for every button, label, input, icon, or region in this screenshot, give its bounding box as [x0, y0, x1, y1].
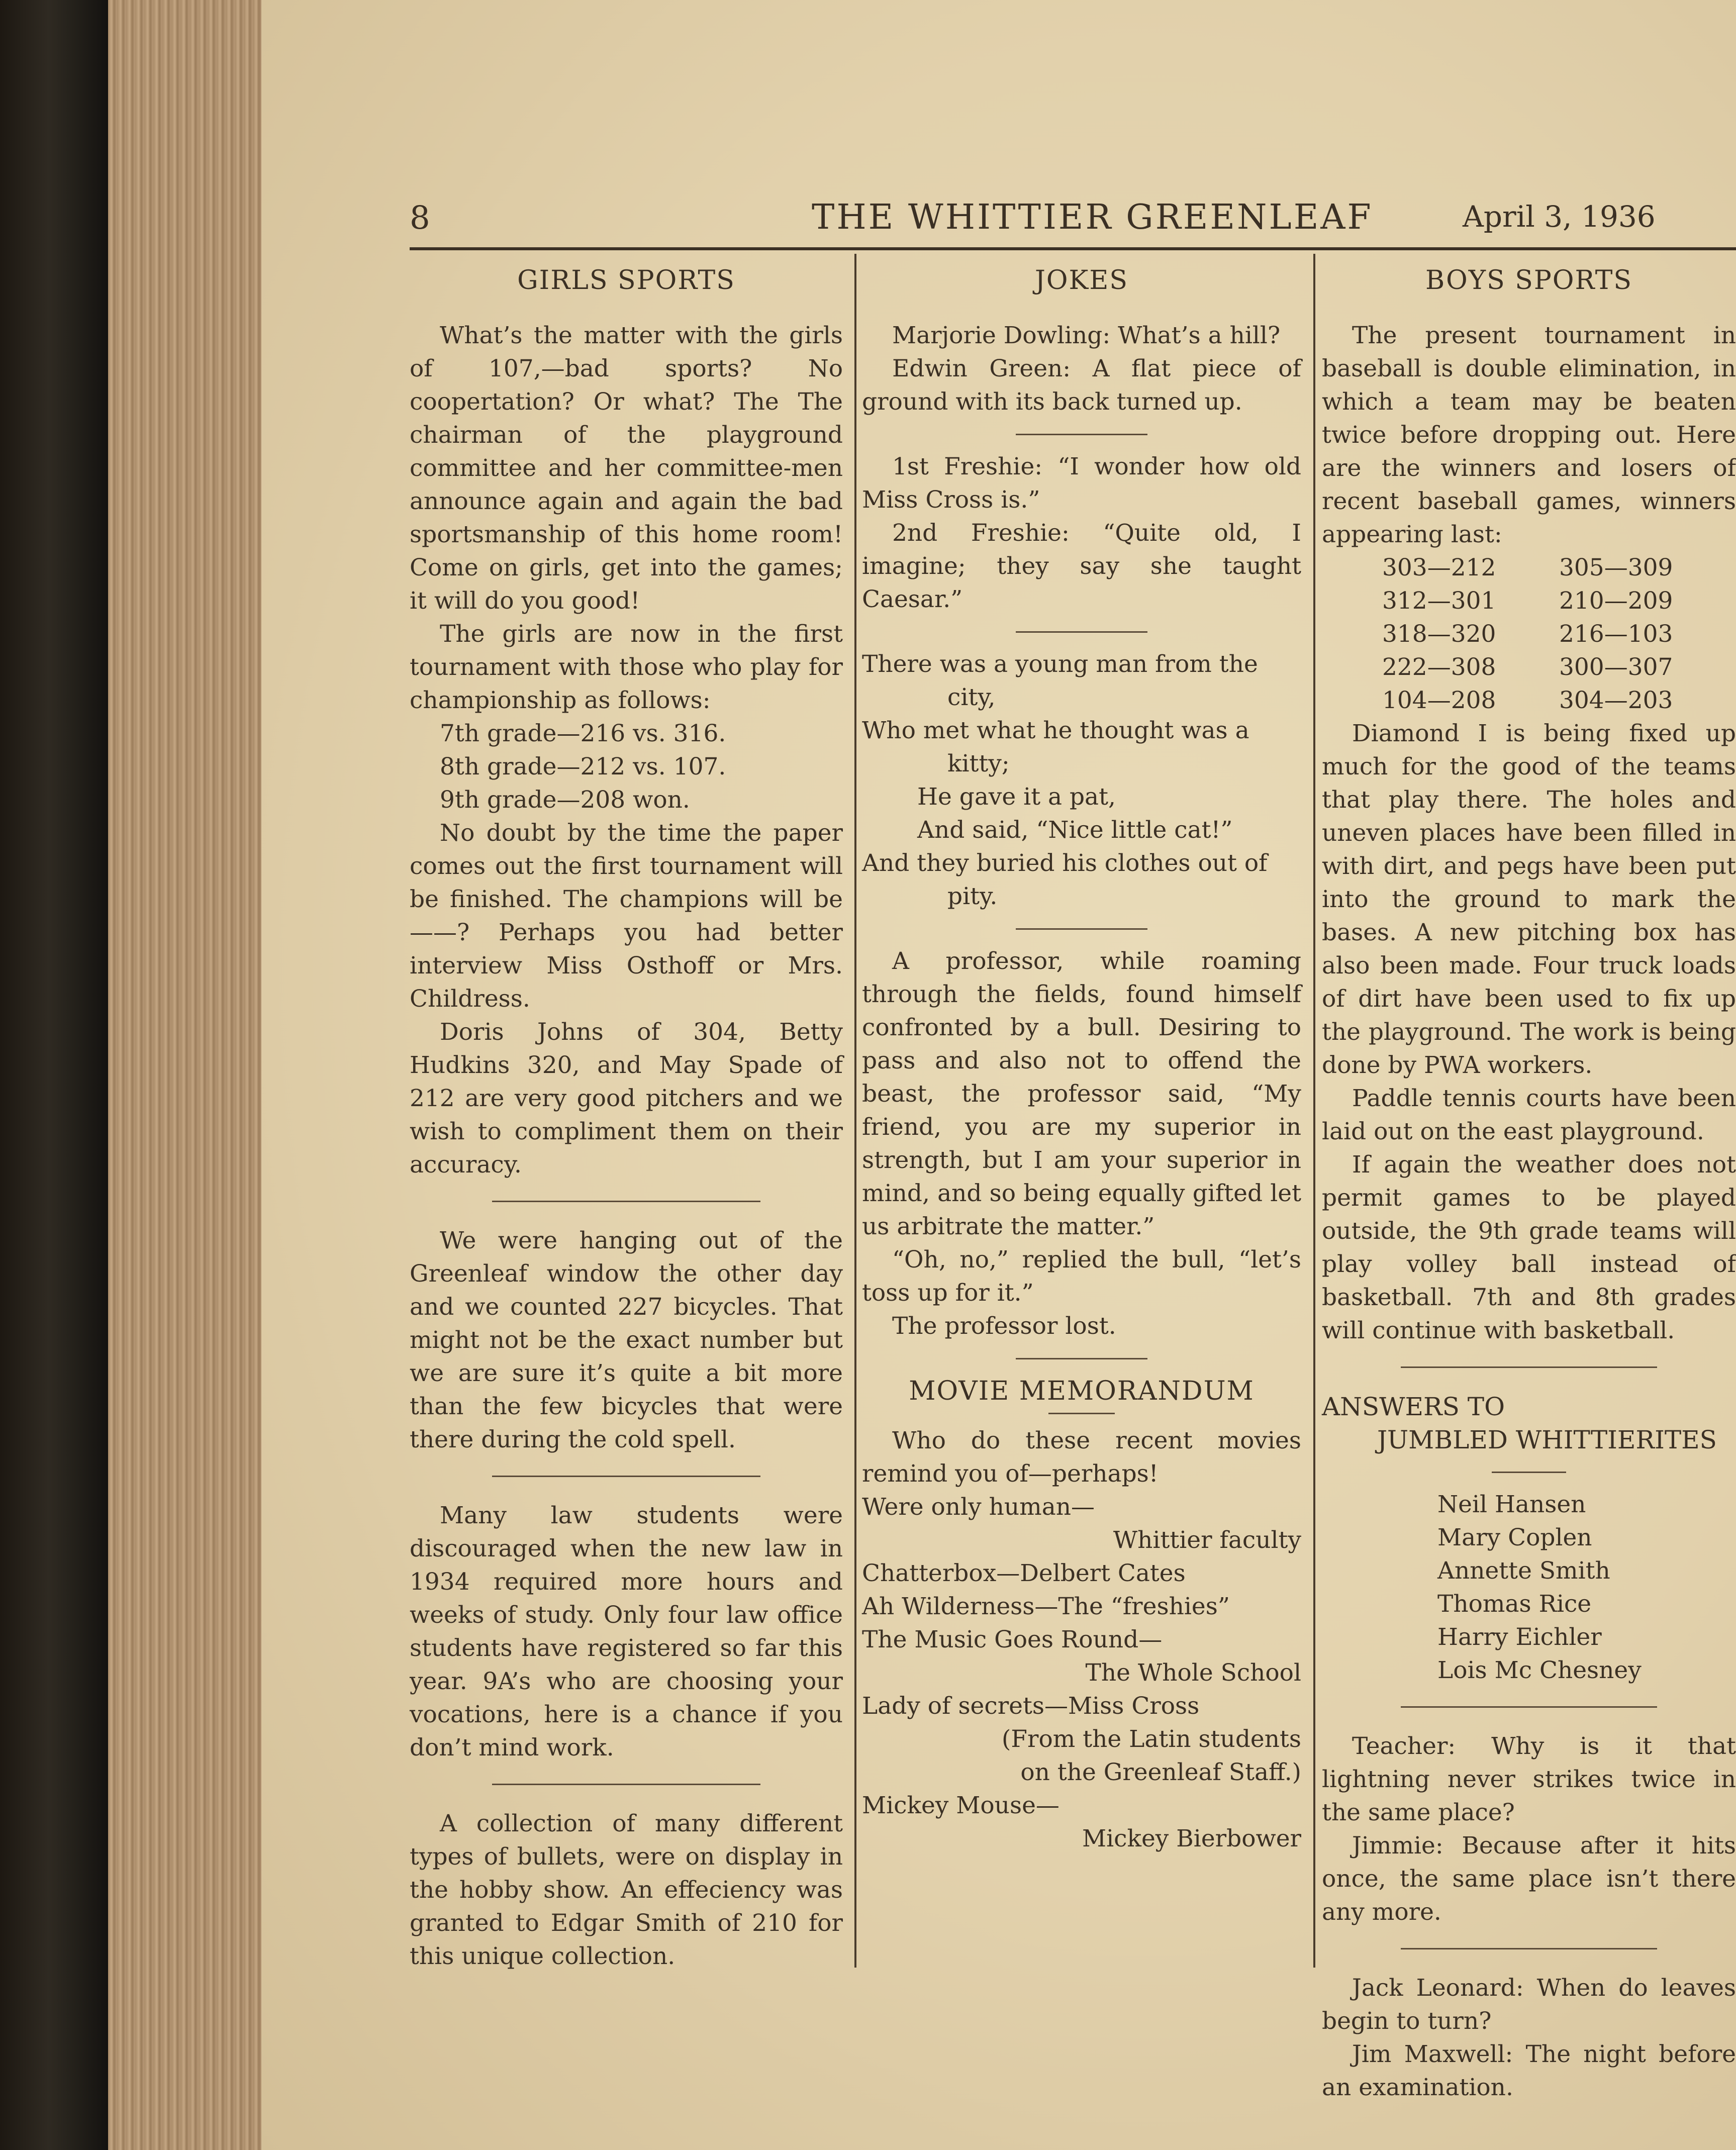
separator-rule	[1016, 928, 1147, 930]
score-entry: 222—308	[1382, 653, 1496, 681]
jokes-heading: JOKES	[1035, 265, 1128, 296]
joke-line: “Oh, no,” replied the bull, “let’s toss up for it.”	[862, 1246, 1301, 1307]
column-boys-sports	[1322, 264, 1736, 2104]
column-rule	[854, 254, 856, 1968]
answer-name: Neil Hansen	[1437, 1491, 1586, 1518]
separator-rule	[1401, 1948, 1658, 1949]
separator-rule	[492, 1784, 760, 1785]
newspaper-page	[261, 0, 1736, 2150]
limerick-line: And they buried his clothes out of	[862, 849, 1268, 877]
movie-line: on the Greenleaf Staff.)	[1020, 1758, 1301, 1786]
answers-heading-line1: ANSWERS TO	[1322, 1392, 1505, 1421]
score-entry: 305—309	[1559, 554, 1673, 581]
girls-sports-paragraph: What’s the matter with the girls of 107,—bad sports? No coopertation? Or what? The The chairman of the playground committee and her committee-men announce again and again the bad sportsmanship of this home room! Come on girls, get into the games; it will do you good!	[410, 322, 843, 615]
separator-rule	[492, 1201, 760, 1202]
column-jokes	[862, 264, 1301, 1855]
girls-sports-paragraph: The girls are now in the first tournament with those who play for championship as follows:	[410, 620, 843, 714]
joke-line: The professor lost.	[892, 1312, 1116, 1340]
movie-line: The Whole School	[1085, 1659, 1301, 1687]
movie-line: The Music Goes Round—	[862, 1626, 1163, 1653]
answer-name: Harry Eichler	[1437, 1623, 1602, 1651]
girls-sports-paragraph: No doubt by the time the paper comes out the first tournament will be finished. The champions will be——? Perhaps you had better interview Miss Osthoff or Mrs. Childress.	[410, 819, 843, 1013]
limerick-line: city,	[947, 683, 996, 711]
movie-intro: Who do these recent movies remind you of—perhaps!	[862, 1427, 1301, 1488]
movie-line: Whittier faculty	[1113, 1526, 1301, 1554]
column-rule	[1313, 254, 1315, 1968]
score-entry: 104—208	[1382, 687, 1496, 714]
answer-name: Thomas Rice	[1437, 1590, 1592, 1618]
limerick-line: kitty;	[947, 750, 1010, 777]
score-list	[1322, 551, 1736, 717]
joke-line: A professor, while roaming through the fields, found himself confronted by a bull. Desiring to pass and also not to offend the beast, the professor said, “My friend, you are my superior in strength, but I am your superior in mind, and so being equally gifted let us arbitrate the matter.”	[862, 947, 1301, 1240]
movie-line: Mickey Mouse—	[862, 1792, 1059, 1819]
limerick-line: There was a young man from the	[862, 650, 1258, 678]
girls-sports-paragraph: Doris Johns of 304, Betty Hudkins 320, and May Spade of 212 are very good pitchers and we wish to compliment them on their accuracy.	[410, 1018, 843, 1179]
limerick-line: pity.	[947, 883, 998, 910]
movie-line: Lady of secrets—Miss Cross	[862, 1692, 1200, 1720]
movie-line: Mickey Bierbower	[1082, 1825, 1301, 1852]
bullets-paragraph: A collection of many different types of bullets, were on display in the hobby show. An effeciency was granted to Edgar Smith of 210 for this unique collection.	[410, 1810, 843, 1970]
boys-sports-paragraph: Paddle tennis courts have been laid out on the east playground.	[1322, 1085, 1736, 1145]
movie-line: Ah Wilderness—The “freshies”	[862, 1593, 1230, 1620]
movie-list	[862, 1491, 1301, 1855]
limerick-line: He gave it a pat,	[917, 783, 1116, 811]
header-rule	[410, 247, 1736, 250]
score-entry: 210—209	[1559, 587, 1673, 615]
separator-rule	[1016, 631, 1147, 633]
joke-line: Jim Maxwell: The night before an examination.	[1322, 2040, 1736, 2101]
boys-sports-heading: BOYS SPORTS	[1425, 265, 1633, 296]
score-entry: 312—301	[1382, 587, 1496, 615]
page-edges	[108, 0, 261, 2150]
separator-rule	[1016, 1358, 1147, 1359]
separator-rule	[1401, 1706, 1658, 1708]
movie-line: (From the Latin students	[1002, 1725, 1301, 1753]
joke-line: Edwin Green: A flat piece of ground with its back turned up.	[862, 355, 1301, 416]
issue-date: April 3, 1936	[1463, 200, 1656, 234]
score-entry: 304—203	[1559, 687, 1673, 714]
joke-line: Jack Leonard: When do leaves begin to turn?	[1322, 1974, 1736, 2035]
limerick	[862, 648, 1301, 913]
separator-rule	[1016, 434, 1147, 435]
joke-line: 1st Freshie: “I wonder how old Miss Cross is.”	[862, 453, 1301, 514]
game-line: 8th grade—212 vs. 107.	[440, 753, 726, 780]
joke-line: Marjorie Dowling: What’s a hill?	[892, 322, 1281, 349]
game-line: 9th grade—208 won.	[440, 786, 690, 814]
answers-heading-line2: JUMBLED WHITTIERITES	[1377, 1425, 1717, 1454]
separator-rule	[492, 1476, 760, 1477]
answer-name: Lois Mc Chesney	[1437, 1656, 1642, 1684]
answer-name: Mary Coplen	[1437, 1524, 1592, 1551]
joke-line: 2nd Freshie: “Quite old, I imagine; they say she taught Caesar.”	[862, 519, 1301, 613]
score-entry: 300—307	[1559, 653, 1673, 681]
score-entry: 303—212	[1382, 554, 1496, 581]
boys-sports-paragraph: If again the weather does not permit games to be played outside, the 9th grade teams will play volley ball instead of basketball. 7th and 8th grades will continue with basketball.	[1322, 1151, 1736, 1344]
separator-rule	[1401, 1366, 1658, 1368]
movie-memorandum-heading: MOVIE MEMORANDUM	[909, 1376, 1255, 1406]
column-girls-sports	[410, 264, 843, 1973]
page-header	[410, 193, 1736, 244]
boys-sports-paragraph: The present tournament in baseball is double elimination, in which a team may be beaten twice before dropping out. Here are the winners and losers of recent baseball games, winners appearing last:	[1322, 322, 1736, 548]
score-entry: 216—103	[1559, 620, 1673, 648]
joke-line: Teacher: Why is it that lightning never strikes twice in the same place?	[1322, 1732, 1736, 1826]
separator-rule	[1492, 1472, 1566, 1473]
bicycles-paragraph: We were hanging out of the Greenleaf window the other day and we counted 227 bicycles. That might not be the exact number but we are sure it’s quite a bit more than the few bicycles that were there during the cold spell.	[410, 1227, 843, 1453]
movie-line: Chatterbox—Delbert Cates	[862, 1559, 1186, 1587]
law-students-paragraph: Many law students were discouraged when the new law in 1934 required more hours and weeks of study. Only four law office students have registered so far this year. 9A’s who are choosing your vocations, here is a chance if you don’t mind work.	[410, 1502, 843, 1762]
boys-sports-paragraph: Diamond I is being fixed up much for the good of the teams that play there. The holes and uneven places have been filled in with dirt, and pegs have been put into the ground to mark the bases. A new pitching box has also been made. Four truck loads of dirt have been used to fix up the playground. The work is being done by PWA workers.	[1322, 720, 1736, 1079]
answer-names	[1322, 1488, 1736, 1687]
answer-name: Annette Smith	[1437, 1557, 1610, 1585]
separator-rule	[1048, 1413, 1114, 1414]
limerick-line: And said, “Nice little cat!”	[917, 816, 1233, 844]
score-entry: 318—320	[1382, 620, 1496, 648]
girls-sports-heading: GIRLS SPORTS	[517, 265, 735, 296]
game-line: 7th grade—216 vs. 316.	[440, 720, 726, 747]
movie-line: Were only human—	[862, 1493, 1095, 1521]
limerick-line: Who met what he thought was a	[862, 717, 1249, 744]
book-binding	[0, 0, 108, 2150]
paper-name: THE WHITTIER GREENLEAF	[812, 198, 1373, 237]
joke-line: Jimmie: Because after it hits once, the same place isn’t there any more.	[1322, 1832, 1736, 1926]
page-number: 8	[410, 200, 430, 237]
